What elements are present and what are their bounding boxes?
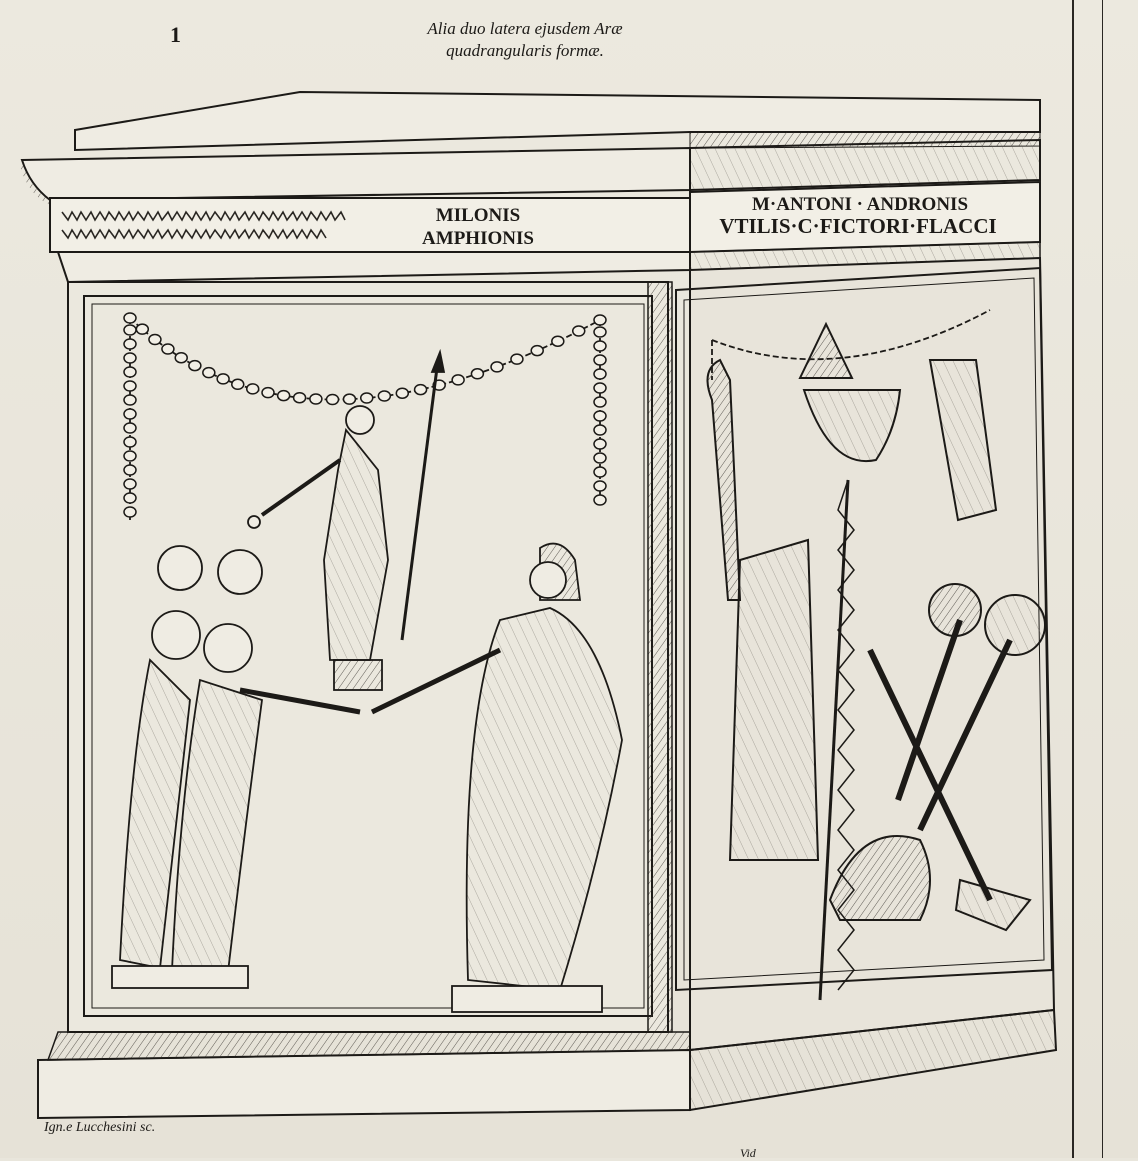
- chain-link: [124, 339, 136, 349]
- chain-link: [124, 451, 136, 461]
- catchword: Vid: [740, 1146, 756, 1160]
- chain-link: [124, 437, 136, 447]
- chain-link: [511, 354, 523, 364]
- side-inscription-line-1: M·ANTONI · ANDRONIS: [751, 194, 969, 215]
- altar-base: [38, 1050, 690, 1118]
- chain-link: [124, 479, 136, 489]
- chain-link: [247, 384, 259, 394]
- chain-link: [124, 493, 136, 503]
- chain-link: [594, 397, 606, 407]
- chain-link: [471, 369, 483, 379]
- chain-link: [124, 465, 136, 475]
- front-inscription-line-1: MILONIS: [435, 205, 521, 226]
- chain-link: [278, 391, 290, 401]
- chain-link: [594, 495, 606, 505]
- chain-link: [262, 388, 274, 398]
- chain-link: [594, 355, 606, 365]
- chain-link: [124, 313, 136, 323]
- caption-line-2: quadrangularis formæ.: [446, 41, 604, 60]
- chain-link: [124, 409, 136, 419]
- chain-link: [552, 336, 564, 346]
- chain-link: [327, 395, 339, 405]
- chain-link: [343, 394, 355, 404]
- chain-link: [594, 369, 606, 379]
- front-inscription-line-2: AMPHIONIS: [422, 228, 534, 249]
- chain-link: [124, 325, 136, 335]
- chain-link: [203, 368, 215, 378]
- chain-link: [491, 362, 503, 372]
- chain-link: [594, 425, 606, 435]
- chain-link: [136, 324, 148, 334]
- chain-link: [396, 388, 408, 398]
- chain-link: [594, 453, 606, 463]
- chain-link: [124, 353, 136, 363]
- chain-link: [175, 353, 187, 363]
- chain-link: [162, 344, 174, 354]
- front-lower-cornice: [58, 252, 690, 282]
- chain-link: [594, 439, 606, 449]
- chain-link: [124, 423, 136, 433]
- chain-link: [573, 326, 585, 336]
- chain-link: [531, 346, 543, 356]
- chain-link: [361, 393, 373, 403]
- chain-link: [124, 395, 136, 405]
- chain-link: [217, 374, 229, 384]
- page-number: 1: [170, 22, 181, 47]
- chain-link: [415, 385, 427, 395]
- chain-link: [594, 411, 606, 421]
- chain-link: [594, 327, 606, 337]
- chain-link: [124, 507, 136, 517]
- front-inscription-band: [50, 198, 690, 252]
- engraver-signature: Ign.e Lucchesini sc.: [44, 1120, 156, 1135]
- front-cornice: [22, 148, 690, 200]
- chain-link: [294, 393, 306, 403]
- chain-link: [378, 391, 390, 401]
- chain-link: [232, 379, 244, 389]
- chain-link: [149, 335, 161, 345]
- chain-link: [594, 383, 606, 393]
- chain-link: [452, 375, 464, 385]
- chain-link: [124, 381, 136, 391]
- chain-link: [594, 481, 606, 491]
- side-inscription-line-2: VTILIS·C·FICTORI·FLACCI: [719, 214, 997, 238]
- chain-link: [594, 315, 606, 325]
- caption-line-1: Alia duo latera ejusdem Aræ: [427, 19, 623, 38]
- chain-link: [310, 394, 322, 404]
- chain-link: [594, 467, 606, 477]
- chain-link: [594, 341, 606, 351]
- chain-link: [124, 367, 136, 377]
- chain-link: [189, 361, 201, 371]
